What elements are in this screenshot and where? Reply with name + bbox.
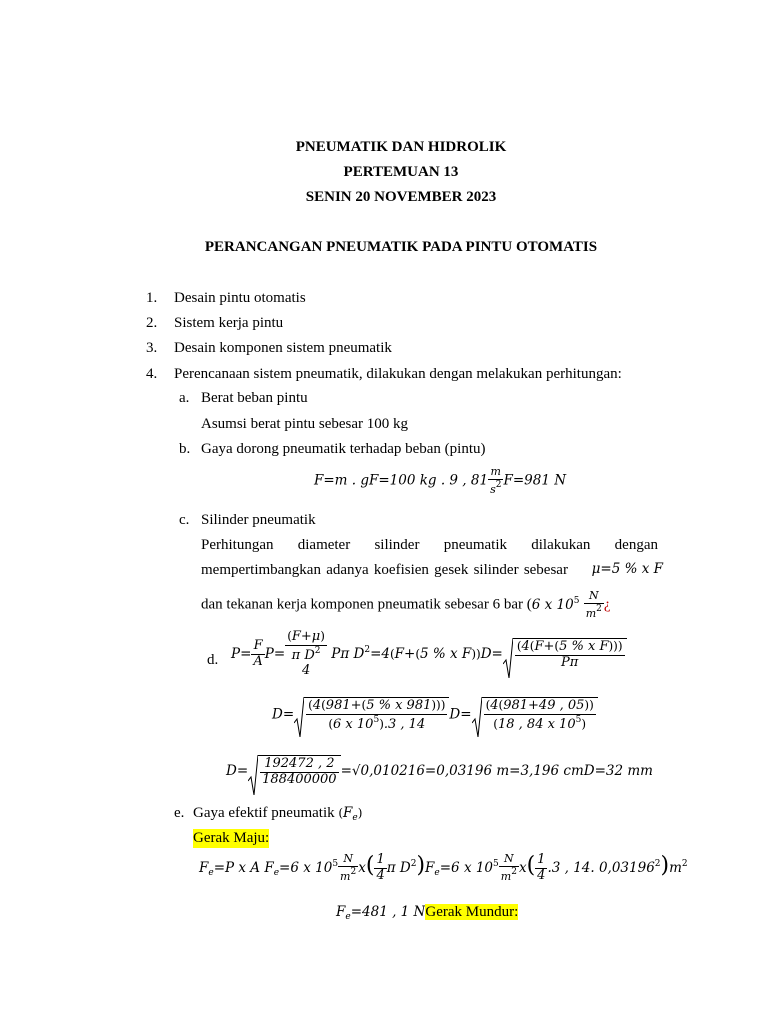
list-item: Desain pintu otomatis (174, 290, 306, 306)
highlight-forward: Gerak Maju: (193, 830, 270, 846)
paragraph-line: Perhitungan diameter silinder pneumatik dilakukan dengan (201, 537, 658, 553)
highlight-backward: Gerak Mundur: (425, 904, 519, 920)
sub-label-d: d. (207, 652, 219, 668)
list-number: 2. (146, 315, 158, 331)
list-item: Sistem kerja pintu (174, 315, 284, 331)
list-item: Perencanaan sistem pneumatik, dilakukan dengan melakukan perhitungan: (174, 366, 622, 382)
effective-force-formula: $F_e=P$ x A $F_e=6$ x $10^5$ $\frac{N}{m^2}$ x( $\frac{1}{4}$ π $D^2)F_e=6$ x $10^5$ $\frac{N}{m^2}$ x( $\frac{1}{4}$ .3 , 14. $0,03196^2)m^2$ (199, 852, 688, 883)
meeting-number: PERTEMUAN 13 (343, 164, 459, 180)
sub-label-e: e. (174, 805, 185, 821)
friction-formula: μ=5 % x F (591, 561, 663, 577)
doc-title: PNEUMATIK DAN HIDROLIK (295, 139, 507, 155)
sub-text-c: Silinder pneumatik (201, 512, 316, 528)
red-mark: ¿ (603, 596, 611, 613)
diameter-calc-1: D= $\frac{(4(981+(5 \% x 981)))}{(6 x 10^5).3 , 14}$ D= $\frac{(4(981+49 , 05))}{(18 , 84 x 10^5)}$ (272, 697, 598, 733)
sub-label-a: a. (179, 390, 190, 406)
list-number: 3. (146, 340, 158, 356)
sub-text-a: Berat beban pintu (201, 390, 308, 406)
list-number: 4. (146, 366, 158, 382)
list-item: Desain komponen sistem pneumatik (174, 340, 392, 356)
effective-force-result: $F_e=481$ , 1 NGerak Mundur: (336, 904, 519, 922)
paragraph-line: dan tekanan kerja komponen pneumatik sebesar 6 bar (6 x $10^5$ $\frac{N}{m^2}$ ¿ (201, 589, 611, 620)
sub-text-b: Gaya dorong pneumatik terhadap beban (pintu) (201, 441, 486, 457)
list-number: 1. (146, 290, 158, 306)
sub-text-e: Gaya efektif pneumatik $(F_e)$ (193, 805, 363, 823)
force-formula: F=m . gF=100 kg . 9 , 81 $\frac{m}{s^2}$ F=981 N (314, 465, 567, 496)
pressure-derivation: P= $\frac{F}{A}$ P= (F+μ) π $D^2$ 4 Pπ $D^2=4(F+(5$ % x F))D= $\frac{\text{(4(F+(5 \% x F)))}}{P\pi}$ (231, 630, 627, 679)
sub-label-b: b. (179, 441, 191, 457)
meeting-date: SENIN 20 NOVEMBER 2023 (305, 189, 497, 205)
section-title: PERANCANGAN PNEUMATIK PADA PINTU OTOMATIS (204, 239, 598, 255)
sub-detail-a: Asumsi berat pintu sebesar 100 kg (201, 416, 409, 432)
sub-label-c: c. (179, 512, 190, 528)
paragraph-line: mempertimbangkan adanya koefisien gesek silinder sebesar μ=5 % x F (201, 561, 663, 578)
pressure-formula: 6 x $10^5$ $\frac{N}{m^2}$ (531, 589, 602, 620)
diameter-calc-2: D= $\frac{192472 , 2}{188400000}$ =√0,010216=0,03196 m=3,196 cmD=32 mm (226, 755, 653, 788)
